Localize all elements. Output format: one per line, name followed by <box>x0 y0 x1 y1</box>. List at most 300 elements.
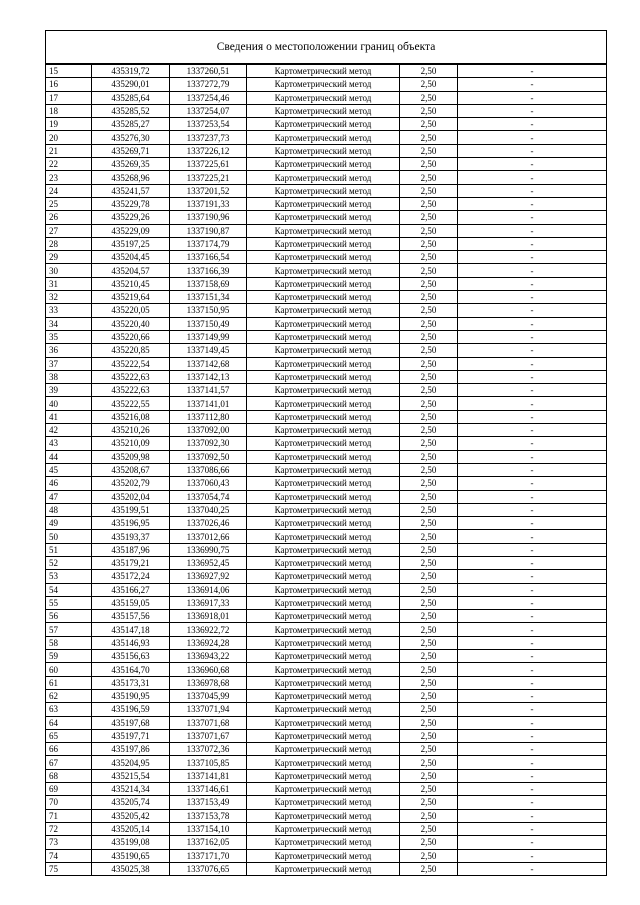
point-number-cell: 27 <box>46 224 92 237</box>
precision-cell: 2,50 <box>400 769 458 782</box>
y-coordinate-cell: 1336990,75 <box>170 543 247 556</box>
y-coordinate-cell: 1337166,39 <box>170 264 247 277</box>
x-coordinate-cell: 435190,95 <box>92 689 170 702</box>
table-row <box>46 357 606 370</box>
point-number-cell: 29 <box>46 251 92 264</box>
y-coordinate-cell: 1337086,66 <box>170 463 247 476</box>
y-coordinate-cell: 1337225,61 <box>170 158 247 171</box>
point-number-cell: 37 <box>46 357 92 370</box>
table-row <box>46 862 606 875</box>
point-number-cell: 71 <box>46 809 92 822</box>
method-cell: Картометрический метод <box>247 197 400 210</box>
y-coordinate-cell: 1337142,68 <box>170 357 247 370</box>
method-cell: Картометрический метод <box>247 596 400 609</box>
description-cell: - <box>458 450 607 463</box>
description-cell: - <box>458 131 607 144</box>
method-cell: Картометрический метод <box>247 118 400 131</box>
point-number-cell: 45 <box>46 463 92 476</box>
method-cell: Картометрический метод <box>247 756 400 769</box>
precision-cell: 2,50 <box>400 689 458 702</box>
document-title: Сведения о местоположении границ объекта <box>46 31 606 64</box>
precision-cell: 2,50 <box>400 477 458 490</box>
point-number-cell: 35 <box>46 330 92 343</box>
y-coordinate-cell: 1337092,50 <box>170 450 247 463</box>
point-number-cell: 49 <box>46 517 92 530</box>
description-cell: - <box>458 849 607 862</box>
point-number-cell: 72 <box>46 822 92 835</box>
x-coordinate-cell: 435210,09 <box>92 437 170 450</box>
y-coordinate-cell: 1337040,25 <box>170 503 247 516</box>
table-row <box>46 277 606 290</box>
x-coordinate-cell: 435210,45 <box>92 277 170 290</box>
point-number-cell: 32 <box>46 291 92 304</box>
method-cell: Картометрический метод <box>247 357 400 370</box>
x-coordinate-cell: 435222,55 <box>92 397 170 410</box>
method-cell: Картометрический метод <box>247 636 400 649</box>
y-coordinate-cell: 1337201,52 <box>170 184 247 197</box>
precision-cell: 2,50 <box>400 91 458 104</box>
table-row <box>46 769 606 782</box>
y-coordinate-cell: 1337149,99 <box>170 330 247 343</box>
y-coordinate-cell: 1336927,92 <box>170 570 247 583</box>
x-coordinate-cell: 435196,59 <box>92 703 170 716</box>
point-number-cell: 28 <box>46 237 92 250</box>
table-row <box>46 530 606 543</box>
precision-cell: 2,50 <box>400 650 458 663</box>
method-cell: Картометрический метод <box>247 769 400 782</box>
precision-cell: 2,50 <box>400 330 458 343</box>
description-cell: - <box>458 809 607 822</box>
description-cell: - <box>458 291 607 304</box>
table-row <box>46 477 606 490</box>
description-cell: - <box>458 463 607 476</box>
method-cell: Картометрический метод <box>247 131 400 144</box>
description-cell: - <box>458 211 607 224</box>
table-row <box>46 676 606 689</box>
method-cell: Картометрический метод <box>247 543 400 556</box>
precision-cell: 2,50 <box>400 822 458 835</box>
precision-cell: 2,50 <box>400 836 458 849</box>
x-coordinate-cell: 435208,67 <box>92 463 170 476</box>
method-cell: Картометрический метод <box>247 849 400 862</box>
table-row <box>46 197 606 210</box>
description-cell: - <box>458 689 607 702</box>
point-number-cell: 73 <box>46 836 92 849</box>
method-cell: Картометрический метод <box>247 144 400 157</box>
method-cell: Картометрический метод <box>247 822 400 835</box>
y-coordinate-cell: 1336922,72 <box>170 623 247 636</box>
precision-cell: 2,50 <box>400 78 458 91</box>
point-number-cell: 42 <box>46 424 92 437</box>
description-cell: - <box>458 424 607 437</box>
x-coordinate-cell: 435179,21 <box>92 556 170 569</box>
method-cell: Картометрический метод <box>247 716 400 729</box>
precision-cell: 2,50 <box>400 131 458 144</box>
table-row <box>46 437 606 450</box>
description-cell: - <box>458 663 607 676</box>
y-coordinate-cell: 1336978,68 <box>170 676 247 689</box>
x-coordinate-cell: 435146,93 <box>92 636 170 649</box>
table-row <box>46 490 606 503</box>
point-number-cell: 41 <box>46 410 92 423</box>
point-number-cell: 67 <box>46 756 92 769</box>
table-row <box>46 317 606 330</box>
point-number-cell: 23 <box>46 171 92 184</box>
method-cell: Картометрический метод <box>247 317 400 330</box>
table-row <box>46 703 606 716</box>
point-number-cell: 17 <box>46 91 92 104</box>
x-coordinate-cell: 435202,04 <box>92 490 170 503</box>
table-row <box>46 344 606 357</box>
precision-cell: 2,50 <box>400 251 458 264</box>
y-coordinate-cell: 1337150,49 <box>170 317 247 330</box>
description-cell: - <box>458 729 607 742</box>
method-cell: Картометрический метод <box>247 158 400 171</box>
description-cell: - <box>458 836 607 849</box>
description-cell: - <box>458 184 607 197</box>
precision-cell: 2,50 <box>400 849 458 862</box>
point-number-cell: 33 <box>46 304 92 317</box>
method-cell: Картометрический метод <box>247 623 400 636</box>
x-coordinate-cell: 435215,54 <box>92 769 170 782</box>
method-cell: Картометрический метод <box>247 304 400 317</box>
x-coordinate-cell: 435197,25 <box>92 237 170 250</box>
x-coordinate-cell: 435197,71 <box>92 729 170 742</box>
precision-cell: 2,50 <box>400 463 458 476</box>
description-cell: - <box>458 237 607 250</box>
precision-cell: 2,50 <box>400 184 458 197</box>
y-coordinate-cell: 1337112,80 <box>170 410 247 423</box>
point-number-cell: 53 <box>46 570 92 583</box>
table-row <box>46 91 606 104</box>
table-row <box>46 65 606 78</box>
precision-cell: 2,50 <box>400 370 458 383</box>
precision-cell: 2,50 <box>400 304 458 317</box>
point-number-cell: 56 <box>46 610 92 623</box>
precision-cell: 2,50 <box>400 490 458 503</box>
method-cell: Картометрический метод <box>247 104 400 117</box>
precision-cell: 2,50 <box>400 65 458 78</box>
x-coordinate-cell: 435166,27 <box>92 583 170 596</box>
method-cell: Картометрический метод <box>247 703 400 716</box>
y-coordinate-cell: 1337076,65 <box>170 862 247 875</box>
description-cell: - <box>458 224 607 237</box>
point-number-cell: 63 <box>46 703 92 716</box>
method-cell: Картометрический метод <box>247 729 400 742</box>
table-row <box>46 636 606 649</box>
precision-cell: 2,50 <box>400 543 458 556</box>
method-cell: Картометрический метод <box>247 410 400 423</box>
x-coordinate-cell: 435269,35 <box>92 158 170 171</box>
y-coordinate-cell: 1336952,45 <box>170 556 247 569</box>
description-cell: - <box>458 370 607 383</box>
table-row <box>46 463 606 476</box>
method-cell: Картометрический метод <box>247 517 400 530</box>
precision-cell: 2,50 <box>400 237 458 250</box>
y-coordinate-cell: 1337162,05 <box>170 836 247 849</box>
precision-cell: 2,50 <box>400 783 458 796</box>
method-cell: Картометрический метод <box>247 91 400 104</box>
precision-cell: 2,50 <box>400 197 458 210</box>
x-coordinate-cell: 435197,68 <box>92 716 170 729</box>
y-coordinate-cell: 1337054,74 <box>170 490 247 503</box>
table-row <box>46 783 606 796</box>
x-coordinate-cell: 435220,40 <box>92 317 170 330</box>
description-cell: - <box>458 796 607 809</box>
method-cell: Картометрический метод <box>247 836 400 849</box>
x-coordinate-cell: 435229,78 <box>92 197 170 210</box>
method-cell: Картометрический метод <box>247 583 400 596</box>
table-row <box>46 211 606 224</box>
y-coordinate-cell: 1337060,43 <box>170 477 247 490</box>
y-coordinate-cell: 1337154,10 <box>170 822 247 835</box>
table-row <box>46 118 606 131</box>
table-row <box>46 104 606 117</box>
point-number-cell: 65 <box>46 729 92 742</box>
point-number-cell: 58 <box>46 636 92 649</box>
table-row <box>46 729 606 742</box>
description-cell: - <box>458 503 607 516</box>
x-coordinate-cell: 435268,96 <box>92 171 170 184</box>
description-cell: - <box>458 756 607 769</box>
precision-cell: 2,50 <box>400 118 458 131</box>
y-coordinate-cell: 1337272,79 <box>170 78 247 91</box>
x-coordinate-cell: 435202,79 <box>92 477 170 490</box>
method-cell: Картометрический метод <box>247 437 400 450</box>
table-row <box>46 410 606 423</box>
table-row <box>46 144 606 157</box>
precision-cell: 2,50 <box>400 410 458 423</box>
description-cell: - <box>458 596 607 609</box>
method-cell: Картометрический метод <box>247 783 400 796</box>
table-row <box>46 543 606 556</box>
precision-cell: 2,50 <box>400 384 458 397</box>
description-cell: - <box>458 384 607 397</box>
x-coordinate-cell: 435222,63 <box>92 384 170 397</box>
boundary-document <box>45 30 607 876</box>
method-cell: Картометрический метод <box>247 251 400 264</box>
method-cell: Картометрический метод <box>247 530 400 543</box>
point-number-cell: 54 <box>46 583 92 596</box>
precision-cell: 2,50 <box>400 756 458 769</box>
y-coordinate-cell: 1337237,73 <box>170 131 247 144</box>
description-cell: - <box>458 636 607 649</box>
table-row <box>46 450 606 463</box>
point-number-cell: 30 <box>46 264 92 277</box>
precision-cell: 2,50 <box>400 424 458 437</box>
x-coordinate-cell: 435209,98 <box>92 450 170 463</box>
description-cell: - <box>458 703 607 716</box>
x-coordinate-cell: 435204,45 <box>92 251 170 264</box>
x-coordinate-cell: 435229,09 <box>92 224 170 237</box>
table-row <box>46 78 606 91</box>
description-cell: - <box>458 437 607 450</box>
table-row <box>46 663 606 676</box>
description-cell: - <box>458 769 607 782</box>
method-cell: Картометрический метод <box>247 676 400 689</box>
description-cell: - <box>458 104 607 117</box>
precision-cell: 2,50 <box>400 596 458 609</box>
point-number-cell: 60 <box>46 663 92 676</box>
method-cell: Картометрический метод <box>247 291 400 304</box>
precision-cell: 2,50 <box>400 450 458 463</box>
y-coordinate-cell: 1337158,69 <box>170 277 247 290</box>
description-cell: - <box>458 716 607 729</box>
x-coordinate-cell: 435196,95 <box>92 517 170 530</box>
description-cell: - <box>458 862 607 875</box>
table-row <box>46 596 606 609</box>
point-number-cell: 50 <box>46 530 92 543</box>
method-cell: Картометрический метод <box>247 424 400 437</box>
table-row <box>46 556 606 569</box>
point-number-cell: 38 <box>46 370 92 383</box>
description-cell: - <box>458 171 607 184</box>
point-number-cell: 48 <box>46 503 92 516</box>
point-number-cell: 46 <box>46 477 92 490</box>
table-row <box>46 424 606 437</box>
method-cell: Картометрический метод <box>247 862 400 875</box>
method-cell: Картометрический метод <box>247 384 400 397</box>
method-cell: Картометрический метод <box>247 344 400 357</box>
precision-cell: 2,50 <box>400 517 458 530</box>
y-coordinate-cell: 1336914,06 <box>170 583 247 596</box>
point-number-cell: 16 <box>46 78 92 91</box>
point-number-cell: 55 <box>46 596 92 609</box>
y-coordinate-cell: 1337225,21 <box>170 171 247 184</box>
precision-cell: 2,50 <box>400 144 458 157</box>
table-row <box>46 822 606 835</box>
description-cell: - <box>458 517 607 530</box>
precision-cell: 2,50 <box>400 716 458 729</box>
x-coordinate-cell: 435222,54 <box>92 357 170 370</box>
precision-cell: 2,50 <box>400 264 458 277</box>
description-cell: - <box>458 344 607 357</box>
x-coordinate-cell: 435173,31 <box>92 676 170 689</box>
method-cell: Картометрический метод <box>247 397 400 410</box>
point-number-cell: 26 <box>46 211 92 224</box>
point-number-cell: 57 <box>46 623 92 636</box>
y-coordinate-cell: 1337141,57 <box>170 384 247 397</box>
table-row <box>46 809 606 822</box>
y-coordinate-cell: 1337146,61 <box>170 783 247 796</box>
table-row <box>46 570 606 583</box>
precision-cell: 2,50 <box>400 224 458 237</box>
method-cell: Картометрический метод <box>247 65 400 78</box>
precision-cell: 2,50 <box>400 623 458 636</box>
point-number-cell: 18 <box>46 104 92 117</box>
table-row <box>46 756 606 769</box>
method-cell: Картометрический метод <box>247 463 400 476</box>
method-cell: Картометрический метод <box>247 556 400 569</box>
table-row <box>46 716 606 729</box>
y-coordinate-cell: 1336918,01 <box>170 610 247 623</box>
table-row <box>46 237 606 250</box>
point-number-cell: 70 <box>46 796 92 809</box>
point-number-cell: 52 <box>46 556 92 569</box>
description-cell: - <box>458 65 607 78</box>
table-row <box>46 836 606 849</box>
y-coordinate-cell: 1337141,81 <box>170 769 247 782</box>
description-cell: - <box>458 570 607 583</box>
y-coordinate-cell: 1336917,33 <box>170 596 247 609</box>
point-number-cell: 22 <box>46 158 92 171</box>
y-coordinate-cell: 1337149,45 <box>170 344 247 357</box>
precision-cell: 2,50 <box>400 437 458 450</box>
x-coordinate-cell: 435164,70 <box>92 663 170 676</box>
description-cell: - <box>458 530 607 543</box>
x-coordinate-cell: 435190,65 <box>92 849 170 862</box>
x-coordinate-cell: 435159,05 <box>92 596 170 609</box>
description-cell: - <box>458 650 607 663</box>
precision-cell: 2,50 <box>400 809 458 822</box>
point-number-cell: 25 <box>46 197 92 210</box>
table-row <box>46 650 606 663</box>
point-number-cell: 59 <box>46 650 92 663</box>
point-number-cell: 43 <box>46 437 92 450</box>
y-coordinate-cell: 1337151,34 <box>170 291 247 304</box>
method-cell: Картометрический метод <box>247 237 400 250</box>
method-cell: Картометрический метод <box>247 211 400 224</box>
x-coordinate-cell: 435157,56 <box>92 610 170 623</box>
precision-cell: 2,50 <box>400 291 458 304</box>
description-cell: - <box>458 783 607 796</box>
y-coordinate-cell: 1337166,54 <box>170 251 247 264</box>
table-row <box>46 264 606 277</box>
description-cell: - <box>458 490 607 503</box>
x-coordinate-cell: 435156,63 <box>92 650 170 663</box>
method-cell: Картометрический метод <box>247 450 400 463</box>
y-coordinate-cell: 1337071,94 <box>170 703 247 716</box>
point-number-cell: 51 <box>46 543 92 556</box>
x-coordinate-cell: 435205,74 <box>92 796 170 809</box>
x-coordinate-cell: 435193,37 <box>92 530 170 543</box>
method-cell: Картометрический метод <box>247 264 400 277</box>
y-coordinate-cell: 1337142,13 <box>170 370 247 383</box>
precision-cell: 2,50 <box>400 862 458 875</box>
precision-cell: 2,50 <box>400 211 458 224</box>
coordinates-table <box>46 64 606 875</box>
description-cell: - <box>458 158 607 171</box>
point-number-cell: 20 <box>46 131 92 144</box>
table-row <box>46 689 606 702</box>
x-coordinate-cell: 435319,72 <box>92 65 170 78</box>
y-coordinate-cell: 1337071,68 <box>170 716 247 729</box>
point-number-cell: 24 <box>46 184 92 197</box>
precision-cell: 2,50 <box>400 344 458 357</box>
precision-cell: 2,50 <box>400 556 458 569</box>
description-cell: - <box>458 78 607 91</box>
table-row <box>46 158 606 171</box>
table-row <box>46 251 606 264</box>
precision-cell: 2,50 <box>400 743 458 756</box>
point-number-cell: 62 <box>46 689 92 702</box>
table-row <box>46 330 606 343</box>
description-cell: - <box>458 623 607 636</box>
x-coordinate-cell: 435276,30 <box>92 131 170 144</box>
x-coordinate-cell: 435222,63 <box>92 370 170 383</box>
description-cell: - <box>458 477 607 490</box>
y-coordinate-cell: 1337171,70 <box>170 849 247 862</box>
x-coordinate-cell: 435204,57 <box>92 264 170 277</box>
table-row <box>46 503 606 516</box>
table-row <box>46 171 606 184</box>
method-cell: Картометрический метод <box>247 610 400 623</box>
precision-cell: 2,50 <box>400 530 458 543</box>
x-coordinate-cell: 435187,96 <box>92 543 170 556</box>
x-coordinate-cell: 435199,51 <box>92 503 170 516</box>
y-coordinate-cell: 1337254,46 <box>170 91 247 104</box>
table-row <box>46 291 606 304</box>
